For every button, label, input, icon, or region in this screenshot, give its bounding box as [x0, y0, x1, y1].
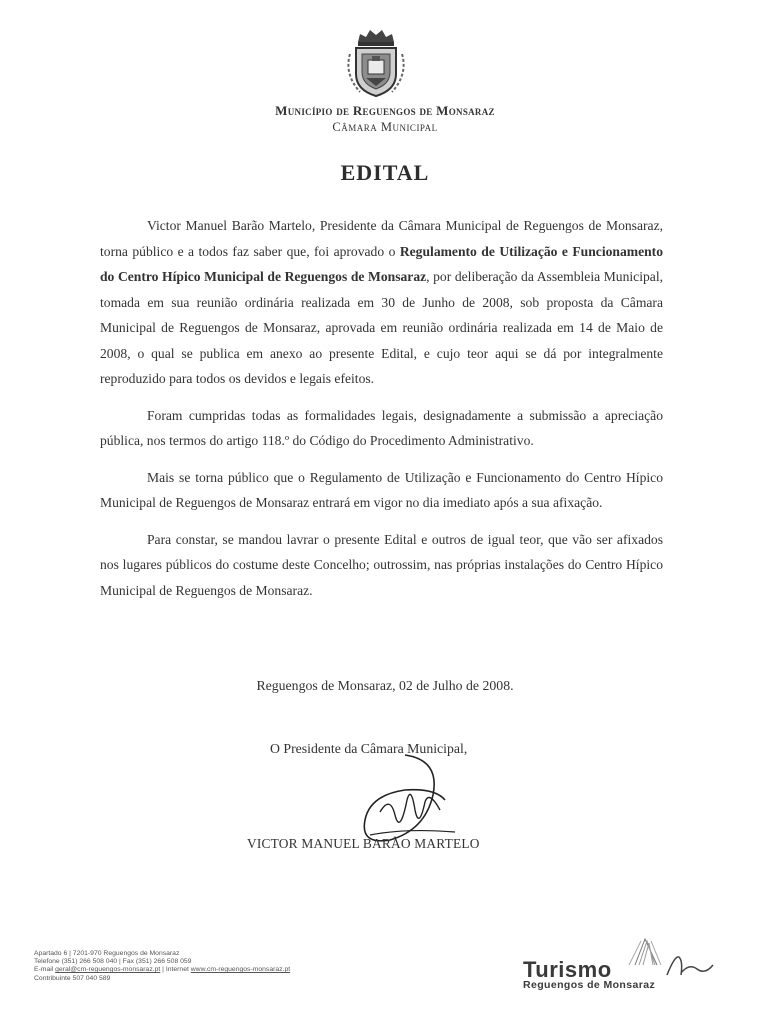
municipal-crest-icon: [338, 24, 414, 100]
footer-address: Apartado 6 | 7201-970 Reguengos de Monsaraz: [34, 950, 180, 957]
regulation-name: Regulamento de Utilização e Funcionamento do Centro Hípico Municipal de Reguengos de Monsaraz: [100, 243, 663, 284]
paragraph-3: Mais se torna público que o Regulamento de Utilização e Funcionamento do Centro Hípico Municipal de Reguengos de Monsaraz entrará em vigor no dia imediato após a sua afixação.: [100, 469, 663, 510]
council-name: Câmara Municipal: [332, 120, 438, 134]
footer-phone: Telefone (351) 266 508 040 | Fax (351) 266 508 059: [34, 958, 192, 966]
municipality-name: Município de Reguengos de Monsaraz: [275, 103, 495, 118]
website-link[interactable]: www.cm-reguengos-monsaraz.pt: [190, 966, 291, 974]
president-title: O Presidente da Câmara Municipal,: [270, 741, 468, 756]
footer-email-line: [34, 966, 354, 974]
paragraph-4: Para constar, se mandou lavrar o presente Edital e outros de igual teor, que vão ser afixados nos lugares públicos do costume deste Concelho; outrossim, nas próprias instalações do Centro Hípico Municipal de Reguengos de Monsaraz.: [100, 531, 663, 598]
logo-text: Turismo: [523, 957, 612, 982]
document-title: EDITAL: [340, 160, 430, 185]
signer-name: VICTOR MANUEL BARÃO MARTELO: [247, 836, 480, 851]
footer-contacts: [34, 950, 354, 983]
email-link[interactable]: geral@cm-reguengos-monsaraz.pt: [55, 966, 161, 974]
paragraph-2: Foram cumpridas todas as formalidades legais, designadamente a submissão a apreciação pública, nos termos do artigo 118.º do Código do Procedimento Administrativo.: [100, 407, 663, 448]
email-label: E-mail: [34, 966, 56, 974]
footer-taxpayer: Contribuinte 507 040 589: [34, 974, 111, 982]
tourism-logo-icon: [615, 935, 725, 983]
tourism-logo: [520, 935, 730, 995]
paragraph-1-rest: , por deliberação da Assembleia Municipal, tomada em sua reunião ordinária realizada em 30 de Junho de 2008, sob proposta da Câmara Municipal de Reguengos de Monsaraz, aprovada em reunião ordinária realizada em 14 de Maio de 2008, o qual se publica em anexo ao presente Edital, e cujo teor aqui se dá por integralmente reproduzido para todos os devidos e legais efeitos.: [100, 269, 663, 386]
internet-label: | Internet: [160, 966, 191, 974]
place-and-date: Reguengos de Monsaraz, 02 de Julho de 2008.: [256, 678, 514, 693]
logo-subtext: Reguengos de Monsaraz: [523, 979, 656, 991]
document-body: [100, 213, 663, 614]
paragraph-1-intro: Victor Manuel Barão Martelo, Presidente da Câmara Municipal de Reguengos de Monsaraz, torna público e a todos faz saber que, foi aprovado o: [100, 218, 663, 259]
paragraph-1: [100, 213, 663, 392]
